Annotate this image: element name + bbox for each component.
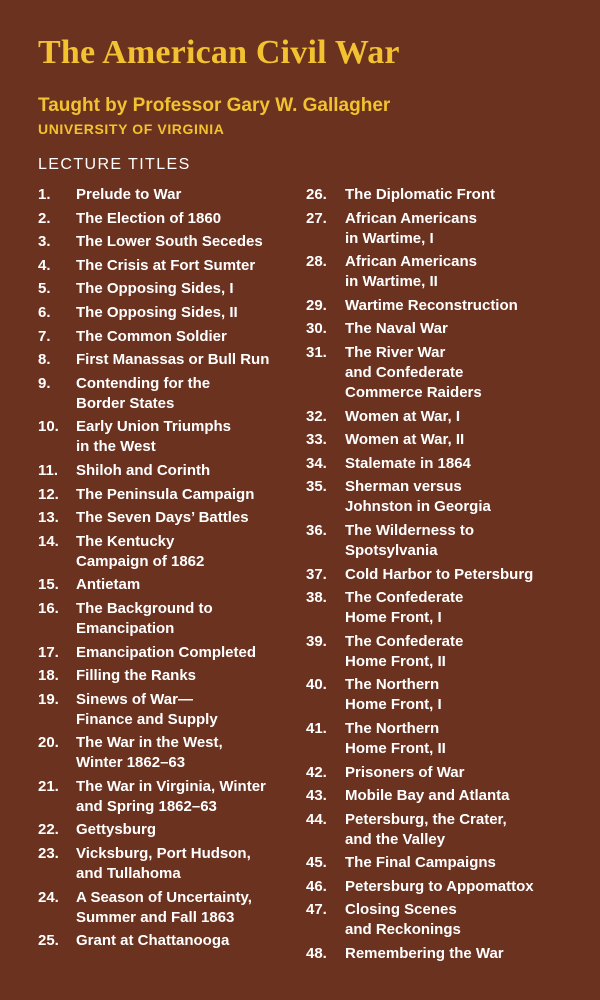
lecture-title — [345, 209, 576, 249]
lecture-item — [306, 944, 576, 964]
lecture-item — [306, 877, 576, 897]
lecture-item — [38, 599, 298, 639]
lecture-title-line: Wartime Reconstruction — [345, 296, 518, 314]
lecture-title-line: Johnston in Georgia — [345, 498, 491, 516]
lecture-title — [345, 185, 576, 205]
lecture-number: 1. — [38, 186, 51, 203]
lecture-number: 28. — [306, 253, 327, 271]
lecture-item — [38, 461, 298, 481]
lecture-item — [38, 690, 298, 730]
lecture-title-line: The War in the West, — [76, 734, 223, 752]
lecture-item — [38, 209, 298, 229]
lecture-title — [345, 407, 576, 427]
lecture-title — [76, 777, 298, 817]
lecture-title-line: Cold Harbor to Petersburg — [345, 565, 534, 583]
lecture-item — [38, 327, 298, 347]
lecture-title — [345, 430, 576, 450]
lecture-item — [38, 232, 298, 252]
lecture-number: 13. — [38, 509, 59, 527]
lecture-number: 21. — [38, 777, 59, 795]
lecture-item — [306, 588, 576, 628]
lecture-title — [76, 931, 298, 951]
lecture-title-line: The Lower South Secedes — [76, 233, 263, 251]
lecture-item — [306, 632, 576, 672]
lecture-item — [38, 508, 298, 528]
lecture-title-line: Emancipation — [76, 619, 175, 637]
lecture-item — [38, 643, 298, 663]
lecture-title-line: The Background to — [76, 599, 213, 617]
lecture-number: 8. — [38, 351, 51, 369]
lecture-title-line: Filling the Ranks — [76, 667, 197, 685]
lecture-number: 44. — [306, 810, 327, 828]
lecture-title-line: Commerce Raiders — [345, 383, 482, 401]
lecture-title — [76, 532, 298, 572]
lecture-title — [76, 327, 298, 347]
lecture-title-line: Finance and Supply — [76, 710, 218, 728]
lecture-title-line: Petersburg, the Crater, — [345, 810, 507, 828]
lecture-number: 17. — [38, 643, 59, 661]
lecture-number: 48. — [306, 945, 327, 963]
lecture-title-line: Remembering the War — [345, 945, 504, 963]
lecture-number: 19. — [38, 690, 59, 708]
lecture-title — [345, 565, 576, 585]
lecture-title-line: Grant at Chattanooga — [76, 932, 230, 950]
lecture-item — [38, 185, 298, 205]
lecture-item — [38, 485, 298, 505]
lecture-number: 29. — [306, 296, 327, 314]
lecture-title-line: The River War — [345, 343, 446, 361]
lecture-title-line: Border States — [76, 394, 175, 412]
lecture-number: 16. — [38, 599, 59, 617]
lecture-title — [76, 666, 298, 686]
lecture-list-right — [306, 185, 576, 968]
lecture-title — [345, 719, 576, 759]
lecture-item — [38, 844, 298, 884]
lecture-number: 47. — [306, 901, 327, 919]
lecture-title-line: and Confederate — [345, 363, 464, 381]
lecture-title-line: The Kentucky — [76, 532, 175, 550]
lecture-title-line: The Peninsula Campaign — [76, 485, 255, 503]
lecture-item — [38, 666, 298, 686]
lecture-title — [76, 643, 298, 663]
lecture-number: 43. — [306, 787, 327, 805]
lecture-number: 30. — [306, 320, 327, 338]
lecture-number: 14. — [38, 532, 59, 550]
lecture-item — [306, 565, 576, 585]
lecture-title — [76, 690, 298, 730]
lecture-item — [306, 185, 576, 205]
lecture-item — [306, 296, 576, 316]
lecture-number: 6. — [38, 303, 51, 321]
lecture-number: 15. — [38, 576, 59, 594]
lecture-number: 25. — [38, 932, 59, 950]
lecture-title-line: Home Front, I — [345, 696, 442, 714]
lecture-title-line: First Manassas or Bull Run — [76, 351, 270, 369]
lecture-title — [345, 900, 576, 940]
lecture-title-line: Gettysburg — [76, 821, 157, 839]
lecture-title — [76, 374, 298, 414]
lecture-item — [306, 521, 576, 561]
lecture-title-line: Prelude to War — [76, 186, 182, 203]
lecture-title — [76, 508, 298, 528]
lecture-number: 12. — [38, 485, 59, 503]
lecture-title-line: Contending for the — [76, 374, 211, 392]
lecture-title — [76, 209, 298, 229]
lecture-title — [76, 417, 298, 457]
lecture-title-line: Women at War, I — [345, 407, 461, 425]
lecture-title-line: African Americans — [345, 253, 477, 271]
lecture-title-line: The Crisis at Fort Sumter — [76, 256, 256, 274]
lecture-number: 27. — [306, 209, 327, 227]
lecture-item — [306, 810, 576, 850]
lecture-number: 4. — [38, 256, 51, 274]
course-title: The American Civil War — [38, 34, 400, 71]
lecture-title — [76, 461, 298, 481]
lecture-item — [38, 256, 298, 276]
lecture-title-line: A Season of Uncertainty, — [76, 888, 252, 906]
lecture-title-line: Spotsylvania — [345, 541, 438, 559]
lecture-title — [345, 477, 576, 517]
lecture-title-line: Vicksburg, Port Hudson, — [76, 845, 251, 863]
lecture-item — [38, 575, 298, 595]
lecture-title-line: Closing Scenes — [345, 901, 457, 919]
lecture-number: 39. — [306, 632, 327, 650]
lecture-title-line: The Opposing Sides, II — [76, 303, 238, 321]
lecture-title — [76, 820, 298, 840]
lecture-title-line: The Seven Days’ Battles — [76, 509, 249, 527]
lecture-title-line: The Northern — [345, 719, 440, 737]
lecture-item — [306, 853, 576, 873]
lecture-item — [38, 888, 298, 928]
lecture-number: 32. — [306, 407, 327, 425]
lecture-item — [38, 350, 298, 370]
lecture-title-line: Prisoners of War — [345, 763, 465, 781]
lecture-number: 36. — [306, 521, 327, 539]
lecture-number: 45. — [306, 854, 327, 872]
lecture-item — [306, 900, 576, 940]
lecture-item — [306, 763, 576, 783]
lecture-item — [306, 319, 576, 339]
lecture-title-line: The War in Virginia, Winter — [76, 777, 266, 795]
lecture-item — [306, 209, 576, 249]
lecture-item — [38, 374, 298, 414]
lecture-title — [76, 599, 298, 639]
lecture-list-left — [38, 185, 298, 955]
lecture-number: 7. — [38, 327, 51, 345]
lecture-title — [345, 588, 576, 628]
lecture-item — [38, 931, 298, 951]
lecture-title — [345, 252, 576, 292]
lecture-number: 9. — [38, 374, 51, 392]
lecture-title — [76, 733, 298, 773]
lecture-item — [306, 407, 576, 427]
lecture-item — [38, 820, 298, 840]
lecture-title — [345, 632, 576, 672]
lecture-title-line: in the West — [76, 438, 156, 456]
lecture-title-line: and Spring 1862–63 — [76, 797, 217, 815]
lecture-title — [345, 786, 576, 806]
lecture-title-line: The Opposing Sides, I — [76, 280, 234, 298]
lecture-title — [345, 343, 576, 403]
lecture-item — [38, 279, 298, 299]
professor-line: Taught by Professor Gary W. Gallagher — [38, 95, 391, 116]
lecture-number: 31. — [306, 343, 327, 361]
university-name: UNIVERSITY OF VIRGINIA — [38, 121, 225, 137]
lecture-number: 10. — [38, 418, 59, 436]
lecture-title-line: The Naval War — [345, 320, 448, 338]
lecture-title-line: and Tullahoma — [76, 865, 181, 883]
lecture-title — [76, 256, 298, 276]
lecture-title-line: Home Front, II — [345, 652, 446, 670]
lecture-title — [76, 232, 298, 252]
lecture-item — [38, 733, 298, 773]
lecture-title-line: Sinews of War— — [76, 690, 193, 708]
lecture-number: 22. — [38, 821, 59, 839]
lecture-title — [345, 810, 576, 850]
lecture-title-line: Winter 1862–63 — [76, 754, 186, 772]
lecture-item — [306, 719, 576, 759]
lecture-title-line: Emancipation Completed — [76, 643, 257, 661]
lecture-item — [306, 454, 576, 474]
lecture-number: 40. — [306, 676, 327, 694]
lecture-title-line: The Common Soldier — [76, 327, 227, 345]
lecture-title-line: Home Front, II — [345, 739, 446, 757]
lecture-number: 18. — [38, 667, 59, 685]
lecture-title-line: Antietam — [76, 576, 141, 594]
lecture-number: 41. — [306, 719, 327, 737]
lecture-number: 3. — [38, 233, 51, 251]
lecture-title — [345, 521, 576, 561]
lecture-title-line: Stalemate in 1864 — [345, 454, 471, 472]
lecture-item — [38, 532, 298, 572]
lecture-title-line: Mobile Bay and Atlanta — [345, 787, 510, 805]
lecture-item — [306, 252, 576, 292]
lecture-title — [76, 303, 298, 323]
lecture-title-line: Summer and Fall 1863 — [76, 908, 235, 926]
lecture-number: 46. — [306, 877, 327, 895]
lecture-title-line: in Wartime, I — [345, 229, 434, 247]
lecture-item — [306, 675, 576, 715]
lecture-title-line: Sherman versus — [345, 478, 462, 496]
lecture-title-line: The Confederate — [345, 632, 464, 650]
lecture-item — [306, 786, 576, 806]
lecture-title-line: Women at War, II — [345, 431, 465, 449]
lecture-title-line: The Diplomatic Front — [345, 186, 495, 203]
lecture-title-line: Petersburg to Appomattox — [345, 877, 534, 895]
lecture-title — [345, 944, 576, 964]
lecture-title-line: Shiloh and Corinth — [76, 461, 211, 479]
lecture-number: 20. — [38, 734, 59, 752]
lecture-title — [345, 877, 576, 897]
section-heading: LECTURE TITLES — [38, 156, 191, 173]
lecture-title — [76, 279, 298, 299]
lecture-number: 35. — [306, 478, 327, 496]
lecture-title-line: The Final Campaigns — [345, 854, 496, 872]
lecture-item — [38, 417, 298, 457]
lecture-title — [76, 350, 298, 370]
lecture-number: 11. — [38, 461, 59, 479]
lecture-title — [345, 319, 576, 339]
lecture-number: 5. — [38, 280, 51, 298]
lecture-title — [345, 454, 576, 474]
lecture-title — [345, 675, 576, 715]
lecture-title — [76, 575, 298, 595]
lecture-item — [38, 303, 298, 323]
lecture-item — [306, 477, 576, 517]
lecture-number: 34. — [306, 454, 327, 472]
lecture-number: 37. — [306, 565, 327, 583]
lecture-number: 33. — [306, 431, 327, 449]
lecture-title-line: Campaign of 1862 — [76, 552, 205, 570]
lecture-title — [76, 888, 298, 928]
lecture-title — [76, 844, 298, 884]
lecture-number: 42. — [306, 763, 327, 781]
lecture-title-line: and Reckonings — [345, 921, 461, 939]
lecture-number: 38. — [306, 589, 327, 607]
lecture-title — [345, 763, 576, 783]
lecture-title-line: African Americans — [345, 209, 477, 227]
lecture-item — [38, 777, 298, 817]
lecture-title-line: and the Valley — [345, 830, 446, 848]
lecture-title-line: in Wartime, II — [345, 273, 438, 291]
lecture-title-line: Early Union Triumphs — [76, 418, 232, 436]
lecture-number: 23. — [38, 845, 59, 863]
lecture-title — [76, 485, 298, 505]
lecture-title-line: Home Front, I — [345, 609, 442, 627]
lecture-number: 26. — [306, 186, 327, 203]
lecture-item — [306, 343, 576, 403]
lecture-title-line: The Northern — [345, 676, 440, 694]
lecture-number: 2. — [38, 209, 51, 227]
lecture-title-line: The Confederate — [345, 589, 464, 607]
lecture-title — [345, 853, 576, 873]
lecture-title — [345, 296, 576, 316]
lecture-title-line: The Election of 1860 — [76, 209, 222, 227]
lecture-title-line: The Wilderness to — [345, 521, 475, 539]
lecture-title — [76, 185, 298, 205]
lecture-number: 24. — [38, 888, 59, 906]
lecture-item — [306, 430, 576, 450]
